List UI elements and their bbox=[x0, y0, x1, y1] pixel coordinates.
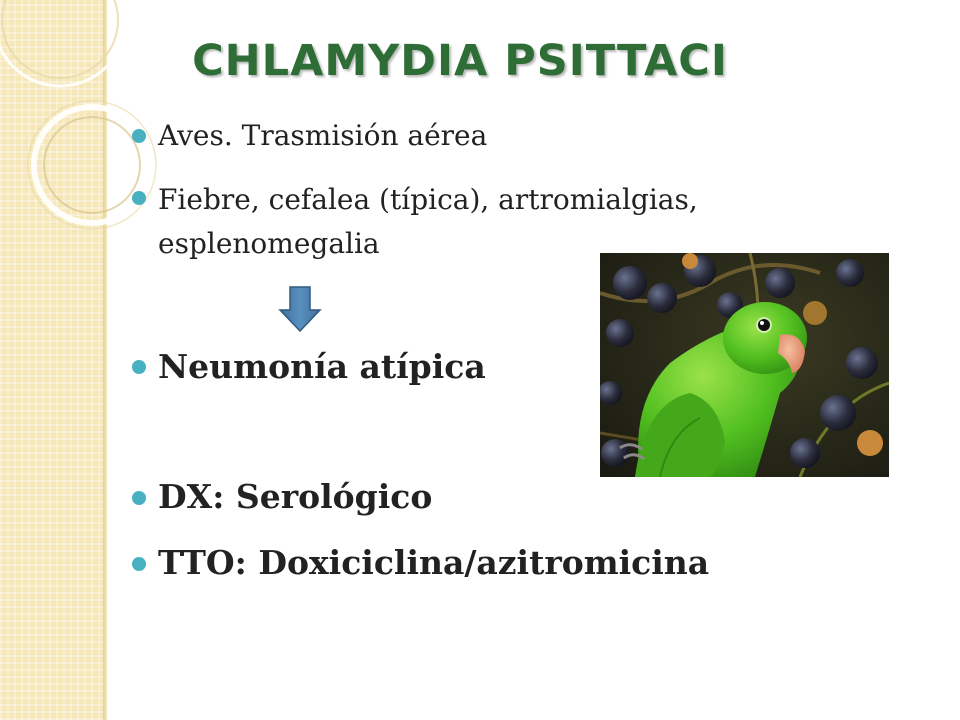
bullet-text: DX: Serológico bbox=[158, 477, 433, 516]
slide-title: CHLAMYDIA PSITTACI bbox=[192, 36, 728, 86]
bullet-dot-icon bbox=[132, 557, 146, 571]
down-arrow-icon bbox=[278, 286, 322, 332]
parrot-photo bbox=[600, 253, 889, 477]
bullet-dot-icon bbox=[132, 491, 146, 505]
bullet-dot-icon bbox=[132, 360, 146, 374]
bullet-text: Neumonía atípica bbox=[158, 347, 486, 386]
bullet-dot-icon bbox=[132, 129, 146, 143]
bullet-text: Aves. Trasmisión aérea bbox=[158, 119, 488, 152]
green-parrot-photo bbox=[600, 253, 889, 477]
bullet-text: Fiebre, cefalea (típica), artromialgias, esplenomegalia bbox=[158, 183, 698, 260]
bullet-text: TTO: Doxiciclina/azitromicina bbox=[158, 543, 710, 582]
bullet-dot-icon bbox=[132, 191, 146, 205]
